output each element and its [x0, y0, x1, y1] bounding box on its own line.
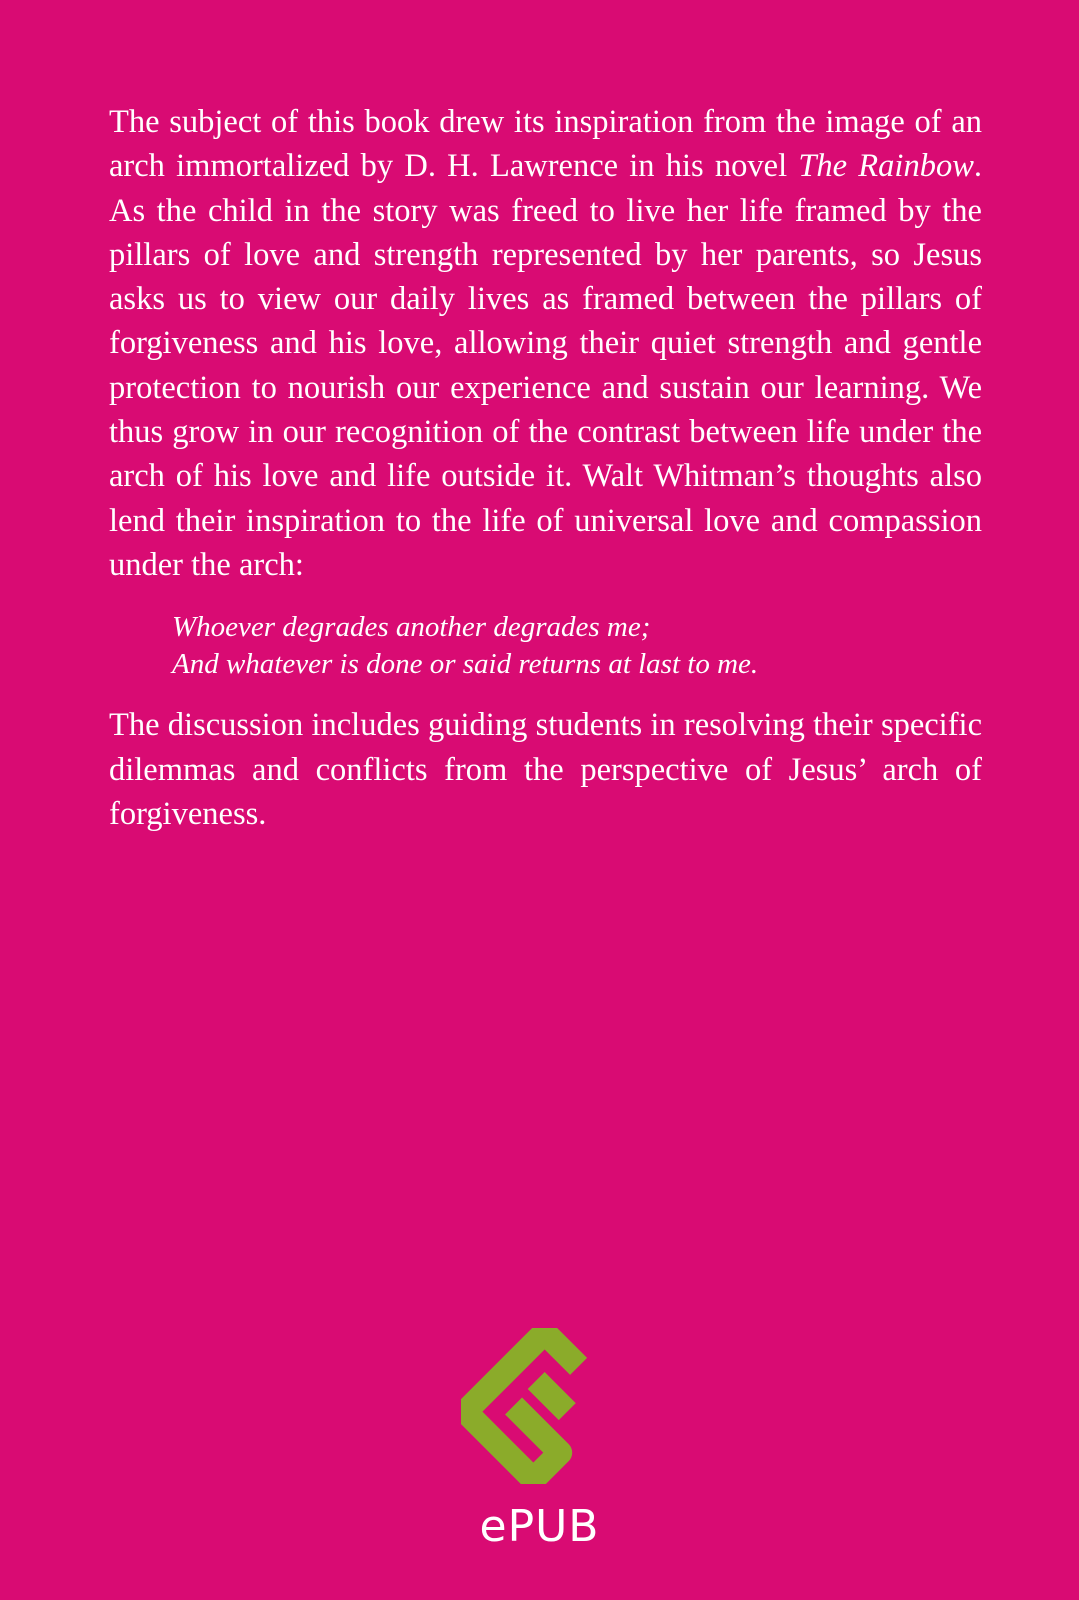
epub-label: ePUB: [479, 1501, 600, 1552]
novel-title: The Rainbow: [798, 148, 974, 185]
description-paragraph-1: [109, 100, 982, 587]
back-cover-description: [109, 100, 982, 836]
quote-line-1: Whoever degrades another degrades me;: [172, 611, 651, 644]
epub-logo-icon: [461, 1328, 617, 1484]
whitman-quote: [172, 609, 982, 683]
quote-line-2: And whatever is done or said returns at last to me.: [172, 648, 759, 681]
description-paragraph-2: The discussion includes guiding students in resolving their specific dilemmas and conflicts from the perspective of Jesus’ arch of forgiveness.: [109, 707, 982, 832]
description-paragraph-1-start: The subject of this book drew its inspiration from the image of an arch immortalized by D. H. Lawrence in his novel: [109, 104, 982, 185]
description-paragraph-1-end: . As the child in the story was freed to live her life framed by the pillars of love and strength represented by her parents, so Jesus asks us to view our daily lives as framed between the pillars of forgiveness and his love, allowing their quiet strength and gentle protection to nourish our experience and sustain our learning. We thus grow in our recognition of the contrast between life under the arch of his love and life outside it. Walt Whitman’s thoughts also lend their inspiration to the life of universal love and compassion under the arch:: [109, 148, 982, 583]
